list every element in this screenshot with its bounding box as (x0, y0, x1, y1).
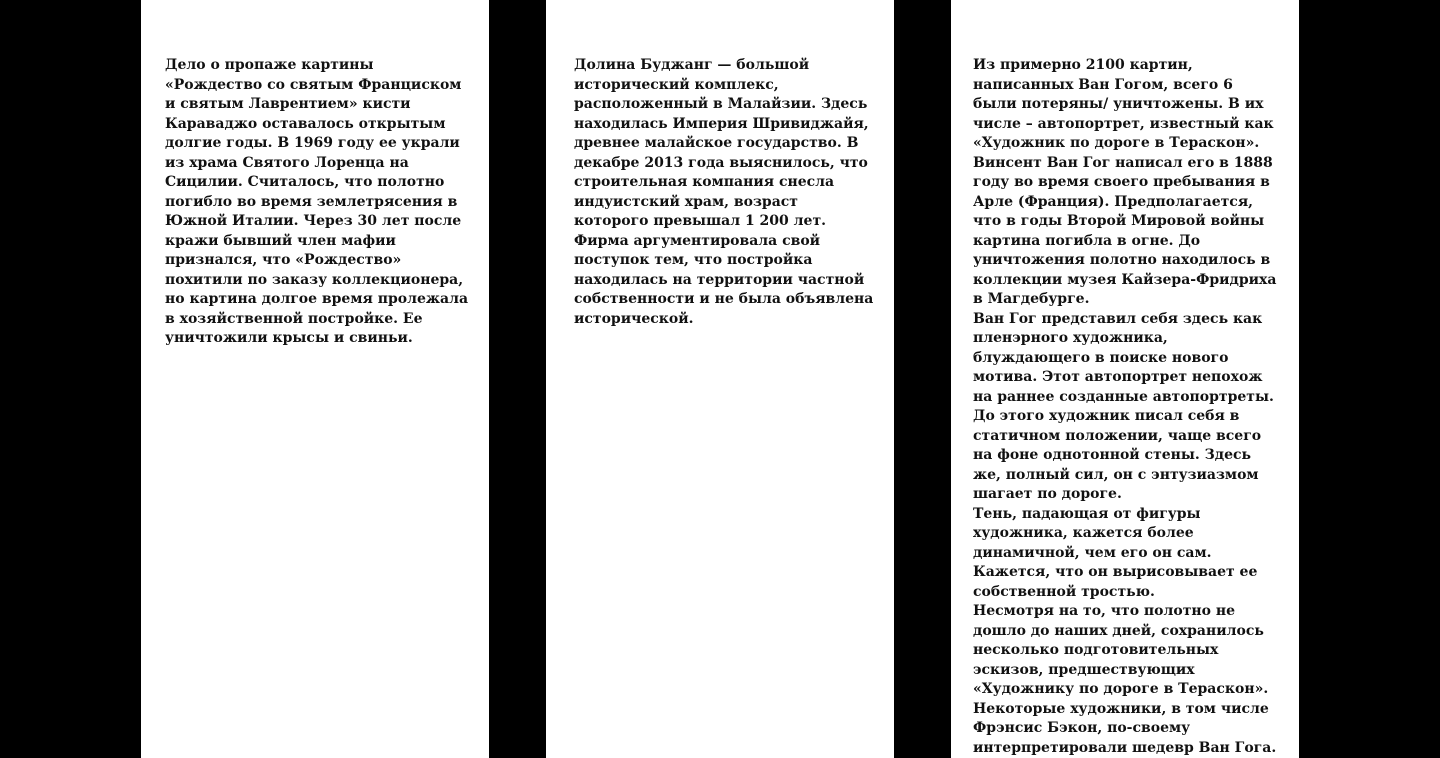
article-text-paragraph: Дело о пропаже картины «Рождество со святым Франциском и святым Лаврентием» кисти Караваджо оставалось открытым долгие годы. В 1969 году ее украли из храма Святого Лоренца на Сицилии. Считалось, что полотно погибло во время землетрясения в Южной Италии. Через 30 лет после кражи бывший член мафии признался, что «Рождество» похитили по заказу коллекционера, но картина долгое время пролежала в хозяйственной постройке. Ее уничтожили крысы и свиньи. (165, 57, 469, 346)
article-text-paragraph: Тень, падающая от фигуры художника, кажется более динамичной, чем его он сам. Кажется, что он вырисовывает ее собственной тростью. (973, 505, 1258, 600)
article-text-paragraph: Несмотря на то, что полотно не дошло до наших дней, сохранилось несколько подготовительных эскизов, предшествующих «Художнику по дороге в Тераскон». Некоторые художники, в том числе Фрэнсис Бэкон, по-своему интерпретировали шедевр Ван Гога. (973, 603, 1277, 756)
article-panel-van-gogh (951, 0, 1299, 758)
article-panel-bujang-valley (546, 0, 894, 758)
article-panel-caravaggio (141, 0, 489, 758)
article-text-paragraph: Долина Буджанг — большой исторический комплекс, расположенный в Малайзии. Здесь находилась Империя Шривиджайя, древнее малайское государство. В декабре 2013 года выяснилось, что строительная компания снесла индуистский храм, возраст которого превышал 1 200 лет. Фирма аргументировала свой поступок тем, что постройка находилась на территории частной собственности и не была объявлена исторической. (574, 57, 874, 327)
article-text-paragraph: Из примерно 2100 картин, написанных Ван Гогом, всего 6 были потеряны/ уничтожены. В их числе – автопортрет, известный как «Художник по дороге в Тераскон». Винсент Ван Гог написал его в 1888 году во время своего пребывания в Арле (Франция). Предполагается, что в годы Второй Мировой войны картина погибла в огне. До уничтожения полотно находилось в коллекции музея Кайзера-Фридриха в Магдебурге. (973, 57, 1277, 307)
article-text-paragraph: Ван Гог представил себя здесь как пленэрного художника, блуждающего в поиске нового мотива. Этот автопортрет непохож на раннее созданные автопортреты. До этого художник писал себя в статичном положении, чаще всего на фоне однотонной стены. Здесь же, полный сил, он с энтузиазмом шагает по дороге. (973, 310, 1274, 502)
